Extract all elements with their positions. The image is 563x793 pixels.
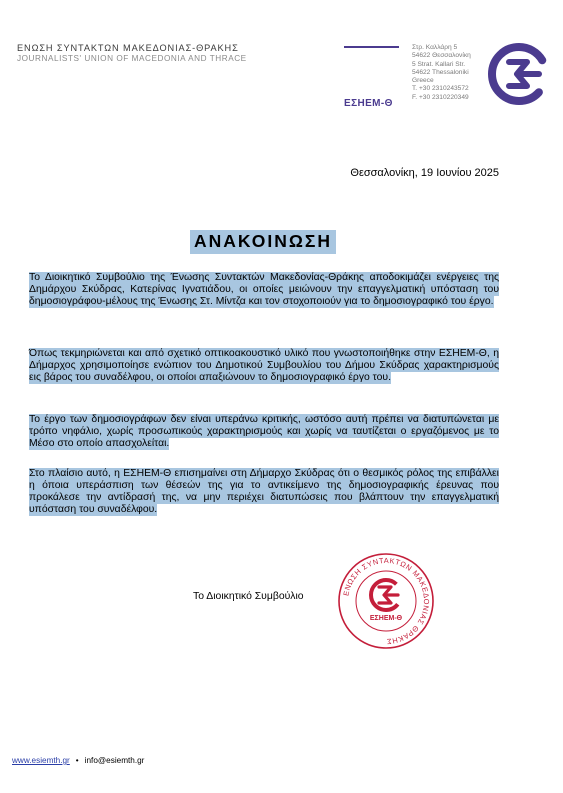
document-title: ΑΝΑΚΟΙΝΩΣΗ xyxy=(190,230,336,254)
org-name-greek: ΕΝΩΣΗ ΣΥΝΤΑΚΤΩΝ ΜΑΚΕΔΟΝΙΑΣ-ΘΡΑΚΗΣ xyxy=(17,43,239,53)
address-line: 54622 Thessaloniki xyxy=(412,68,469,76)
address-line: Greece xyxy=(412,77,434,85)
paragraph xyxy=(29,414,499,450)
address-line: Στρ. Καλλάρη 5 xyxy=(412,44,458,51)
org-name-english: JOURNALISTS' UNION OF MACEDONIA AND THRACE xyxy=(17,54,247,63)
website-link[interactable]: www.esiemth.gr xyxy=(12,756,70,765)
paragraph-text: Το έργο των δημοσιογράφων δεν είναι υπεράνω κριτικής, ωστόσο αυτή πρέπει να διατυπώνεται με τρόπο νηφάλιο, χωρίς προσωπικούς χαρακτηρισμούς και χωρίς να ταυτίζεται ο εργαζόμενος με το Μέσο στο οποίο απασχολείται. xyxy=(29,414,499,449)
footer xyxy=(12,756,144,765)
paragraph xyxy=(29,272,499,308)
address-line: 54622 Θεσσαλονίκη xyxy=(412,52,471,60)
svg-text:ΕΣΗΕΜ-Θ: ΕΣΗΕΜ-Θ xyxy=(369,615,403,622)
footer-separator: • xyxy=(75,756,79,765)
paragraph-text: Στο πλαίσιο αυτό, η ΕΣΗΕΜ-Θ επισημαίνει στη Δήμαρχο Σκύδρας ότι ο θεσμικός ρόλος της επιβάλλει η όποια υπεράσπιση των θέσεών της για το αντικείμενο της δημοσιογραφικής έρευνας που προκάλεσε την αντίδρασή της, να μην περιέχει διατυπώσεις που βλάπτουν την επαγγελματική υπόσταση του συναδέλφου. xyxy=(29,468,499,515)
svg-text:ΕΝΩΣΗ ΣΥΝΤΑΚΤΩΝ ΜΑΚΕΔΟΝΙΑΣ ΘΡΑ: ΕΝΩΣΗ ΣΥΝΤΑΚΤΩΝ ΜΑΚΕΔΟΝΙΑΣ ΘΡΑΚΗΣ xyxy=(341,555,432,647)
address-line: 5 Strat. Kallari Str. xyxy=(412,60,466,68)
fax-line: F. +30 2310220349 xyxy=(412,93,469,101)
phone-line: T. +30 2310243572 xyxy=(412,85,469,93)
esiem-th-logo-icon xyxy=(487,42,551,106)
official-stamp-icon xyxy=(336,551,436,651)
brand-label: ΕΣΗΕΜ-Θ xyxy=(344,98,393,109)
paragraph-text: Το Διοικητικό Συμβούλιο της Ένωσης Συντακτών Μακεδονίας-Θράκης αποδοκιμάζει ενέργειες της Δημάρχου Σκύδρας, Κατερίνας Ιγνατιάδου, οι οποίες μειώνουν την επαγγελματική υπόσταση του δημοσιογράφου-μέλους της Ένωσης Στ. Μίντζα και τον στοχοποιούν για το δημοσιογραφικό του έργο. xyxy=(29,272,499,307)
contact-address xyxy=(412,44,471,102)
paragraph xyxy=(29,468,499,516)
paragraph xyxy=(29,348,499,384)
header-divider xyxy=(344,46,399,48)
email-link[interactable]: info@esiemth.gr xyxy=(84,756,145,765)
document-date: Θεσσαλονίκη, 19 Ιουνίου 2025 xyxy=(350,167,499,179)
paragraph-text: Όπως τεκμηριώνεται και από σχετικό οπτικοακουστικό υλικό που γνωστοποιήθηκε στην ΕΣΗΕΜ-Θ, η Δήμαρχος χρησιμοποίησε ενώπιον του Δημοτικού Συμβουλίου του Δήμου Σκύδρας χαρακτηρισμούς εις βάρος του συναδέλφου, οι οποίοι απαξιώνουν το δημοσιογραφικό έργο του. xyxy=(29,348,499,383)
signature: Το Διοικητικό Συμβούλιο xyxy=(193,591,304,602)
